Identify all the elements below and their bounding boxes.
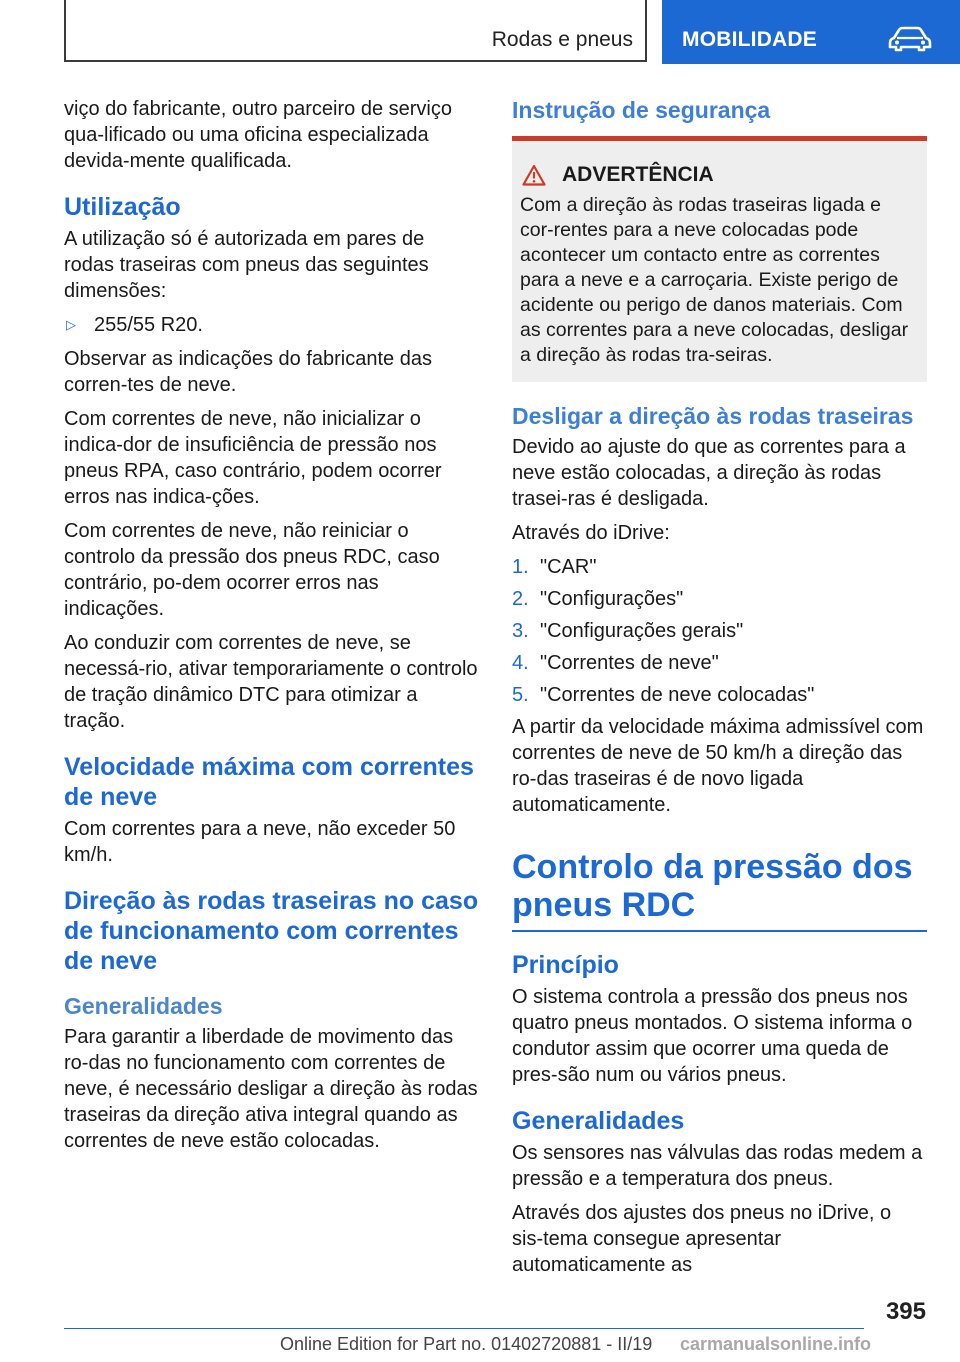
- step-number: 2.: [512, 588, 529, 610]
- paragraph-velocidade: Com correntes para a neve, não exceder 50 km/h.: [64, 818, 456, 866]
- list-item: [512, 618, 927, 644]
- list-item: [512, 650, 927, 676]
- warning-header: [520, 163, 919, 187]
- header-section-box: [64, 0, 647, 62]
- step-number: 5.: [512, 684, 529, 706]
- triangle-bullet-icon: ▷: [66, 317, 76, 332]
- step-text: "Configurações": [540, 588, 684, 610]
- warning-triangle-icon: [522, 164, 546, 186]
- list-item: [512, 682, 927, 708]
- watermark-text: carmanualsonline.info: [680, 1334, 872, 1354]
- page-number: 395: [885, 1298, 926, 1325]
- list-item: [64, 312, 479, 338]
- heading-generalidades-right: Generalidades: [512, 1107, 685, 1135]
- paragraph-utilizacao-4: Com correntes de neve, não reiniciar o controlo da pressão dos pneus RDC, caso contrário, po-dem ocorrer erros nas indicações.: [64, 520, 440, 620]
- heading-desligar: Desligar a direção às rodas traseiras: [512, 403, 914, 429]
- heading-principio: Princípio: [512, 951, 619, 979]
- heading-utilizacao: Utilização: [64, 193, 181, 221]
- step-number: 4.: [512, 652, 529, 674]
- paragraph-generalidades-right-2: Através dos ajustes dos pneus no iDrive, o sis-tema consegue apresentar automaticamente as: [512, 1202, 892, 1276]
- step-number: 1.: [512, 556, 529, 578]
- paragraph-generalidades-right-1: Os sensores nas válvulas das rodas medem a pressão e a temperatura dos pneus.: [512, 1142, 923, 1190]
- step-number: 3.: [512, 620, 529, 642]
- paragraph-utilizacao-5: Ao conduzir com correntes de neve, se necessá-rio, ativar temporariamente o controlo de tração dinâmico DTC para otimizar a tração.: [64, 632, 478, 732]
- heading-generalidades-left: Generalidades: [64, 993, 223, 1019]
- heading-instrucao: Instrução de segurança: [512, 97, 771, 123]
- step-text: "Correntes de neve colocadas": [540, 684, 815, 706]
- car-icon: [888, 26, 932, 52]
- paragraph-principio: O sistema controla a pressão dos pneus nos quatro pneus montados. O sistema informa o condutor assim que ocorrer uma queda de pres-são num ou vários pneus.: [512, 986, 913, 1086]
- footer-edition: Online Edition for Part no. 01402720881 - II/19: [280, 1334, 653, 1354]
- paragraph-desligar-1: Devido ao ajuste do que as correntes para a neve estão colocadas, a direção às rodas trasei-ras é desligada.: [512, 436, 906, 510]
- step-text: "Configurações gerais": [540, 620, 744, 642]
- warning-box: [512, 136, 927, 382]
- left-column: [64, 96, 479, 1162]
- paragraph-desligar-2: Através do iDrive:: [512, 522, 670, 544]
- step-text: "CAR": [540, 556, 597, 578]
- section-title: Rodas e pneus: [491, 28, 633, 51]
- page-header: [0, 0, 960, 66]
- heading-velocidade: Velocidade máxima com correntes de neve: [64, 753, 474, 811]
- right-column: [512, 96, 927, 1286]
- paragraph-desligar-3: A partir da velocidade máxima admissível com correntes de neve de 50 km/h a direção das ro-das traseiras é de novo ligada automaticamente.: [512, 716, 924, 816]
- paragraph-utilizacao-3: Com correntes de neve, não inicializar o indica-dor de insuficiência de pressão nos pneus RPA, caso contrário, podem ocorrer erros nas indica-ções.: [64, 408, 442, 508]
- list-item: [512, 586, 927, 612]
- step-text: "Correntes de neve": [540, 652, 719, 674]
- steps-list: [512, 554, 927, 708]
- footer-divider: [64, 1328, 864, 1329]
- heading-controlo-pressao: Controlo da pressão dos pneus RDC: [512, 848, 927, 932]
- paragraph-utilizacao-1: A utilização só é autorizada em pares de rodas traseiras com pneus das seguintes dimensões:: [64, 228, 429, 302]
- paragraph-intro: viço do fabricante, outro parceiro de serviço qua-lificado ou uma oficina especializada devida-mente qualificada.: [64, 98, 452, 172]
- list-item: [512, 554, 927, 580]
- paragraph-generalidades-left: Para garantir a liberdade de movimento das ro-das no funcionamento com correntes de neve, é necessário desligar a direção às rodas traseiras da direção ativa integral quando as correntes de neve estão colocadas.: [64, 1026, 478, 1152]
- chapter-tab: [662, 0, 960, 64]
- heading-direcao: Direção às rodas traseiras no caso de funcionamento com correntes de neve: [64, 887, 479, 975]
- bullet-text: 255/55 R20.: [94, 314, 203, 336]
- warning-text: Com a direção às rodas traseiras ligada e cor-rentes para a neve colocadas pode acontecer um contacto entre as correntes para a neve e a carroçaria. Existe perigo de acidente ou perigo de danos materiais. Com as correntes para a neve colocadas, desligar a direção às rodas tra-seiras.: [520, 194, 909, 366]
- chapter-tab-label: MOBILIDADE: [682, 28, 817, 51]
- warning-title: ADVERTÊNCIA: [562, 163, 714, 186]
- paragraph-utilizacao-2: Observar as indicações do fabricante das corren-tes de neve.: [64, 348, 432, 396]
